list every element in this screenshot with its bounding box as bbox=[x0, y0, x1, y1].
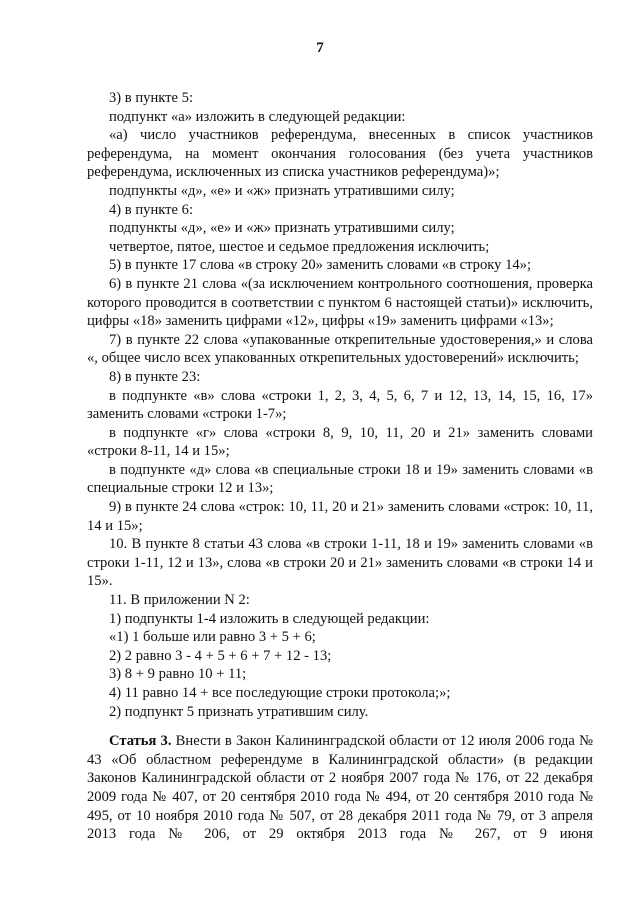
paragraph-list bbox=[87, 89, 593, 721]
paragraph: 6) в пункте 21 слова «(за исключением контрольного соотношения, проверка которого проводится в соответствии с пунктом 6 настоящей статьи)» исключить, цифры «18» заменить цифрами «12», цифры «19» заменить цифрами «13»; bbox=[87, 275, 593, 330]
paragraph: четвертое, пятое, шестое и седьмое предложения исключить; bbox=[109, 238, 490, 255]
paragraph: 8) в пункте 23: bbox=[109, 368, 201, 385]
paragraph: 2) 2 равно 3 - 4 + 5 + 6 + 7 + 12 - 13; bbox=[109, 647, 332, 664]
paragraph: 9) в пункте 24 слова «строк: 10, 11, 20 и 21» заменить словами «строк: 10, 11, 14 и 15»; bbox=[87, 499, 593, 534]
paragraph: в подпункте «д» слова «в специальные строки 18 и 19» заменить словами «в специальные строки 12 и 13»; bbox=[87, 461, 593, 497]
article-paragraph bbox=[87, 732, 593, 844]
paragraph: 7) в пункте 22 слова «упакованные открепительные удостоверения,» и слова «, общее число всех упакованных открепительных удостоверений» исключить; bbox=[87, 331, 593, 367]
paragraph: в подпункте «в» слова «строки 1, 2, 3, 4, 5, 6, 7 и 12, 13, 14, 15, 16, 17» заменить словами «строки 1-7»; bbox=[87, 387, 593, 423]
paragraph: 1) подпункты 1-4 изложить в следующей редакции: bbox=[109, 610, 430, 627]
paragraph: 2) подпункт 5 признать утратившим силу. bbox=[109, 703, 369, 720]
paragraph: в подпункте «г» слова «строки 8, 9, 10, 11, 20 и 21» заменить словами «строки 8-11, 14 и 15»; bbox=[87, 424, 593, 460]
paragraph: подпункты «д», «е» и «ж» признать утратившими силу; bbox=[109, 220, 455, 237]
paragraph: 11. В приложении N 2: bbox=[109, 592, 250, 609]
paragraph: 4) в пункте 6: bbox=[109, 201, 194, 218]
paragraph: 10. В пункте 8 статьи 43 слова «в строки 1-11, 18 и 19» заменить словами «в строки 1-11, 12 и 13», слова «в строки 20 и 21» заменить словами «в строки 14 и 15». bbox=[87, 536, 593, 590]
paragraph: «а) число участников референдума, внесенных в список участников референдума, на момент окончания голосования (без учета участников референдума, исключенных из списка участников референдума)»; bbox=[87, 127, 593, 181]
paragraph: 3) в пункте 5: bbox=[109, 90, 194, 106]
paragraph: 4) 11 равно 14 + все последующие строки протокола;»; bbox=[109, 685, 451, 701]
paragraph: подпункт «а» изложить в следующей редакции: bbox=[109, 108, 406, 125]
page-number: 7 bbox=[316, 40, 324, 56]
article-heading: Статья 3. bbox=[109, 733, 172, 750]
document-body bbox=[87, 89, 593, 844]
paragraph: 3) 8 + 9 равно 10 + 11; bbox=[109, 666, 247, 683]
article-text: Внести в Закон Калининградской области от 12 июля 2006 года № 43 «Об областном референдуме в Калининградской области» (в редакции Законов Калининградской области от 2 ноября 2007 года № 176, от 22 декабря 2009 года № 407, от 20 сентября 2010 года № 494, от 20 сентября 2010 года № 495, от 10 ноября 2010 года № 507, от 28 декабря 2011 года № 79, от 3 апреля 2013 года № 206, от 29 октября 2013 года № 267, от 9 июня bbox=[87, 733, 593, 843]
paragraph: 5) в пункте 17 слова «в строку 20» заменить словами «в строку 14»; bbox=[109, 257, 532, 274]
paragraph: «1) 1 больше или равно 3 + 5 + 6; bbox=[109, 629, 316, 646]
paragraph: подпункты «д», «е» и «ж» признать утратившими силу; bbox=[109, 182, 455, 199]
